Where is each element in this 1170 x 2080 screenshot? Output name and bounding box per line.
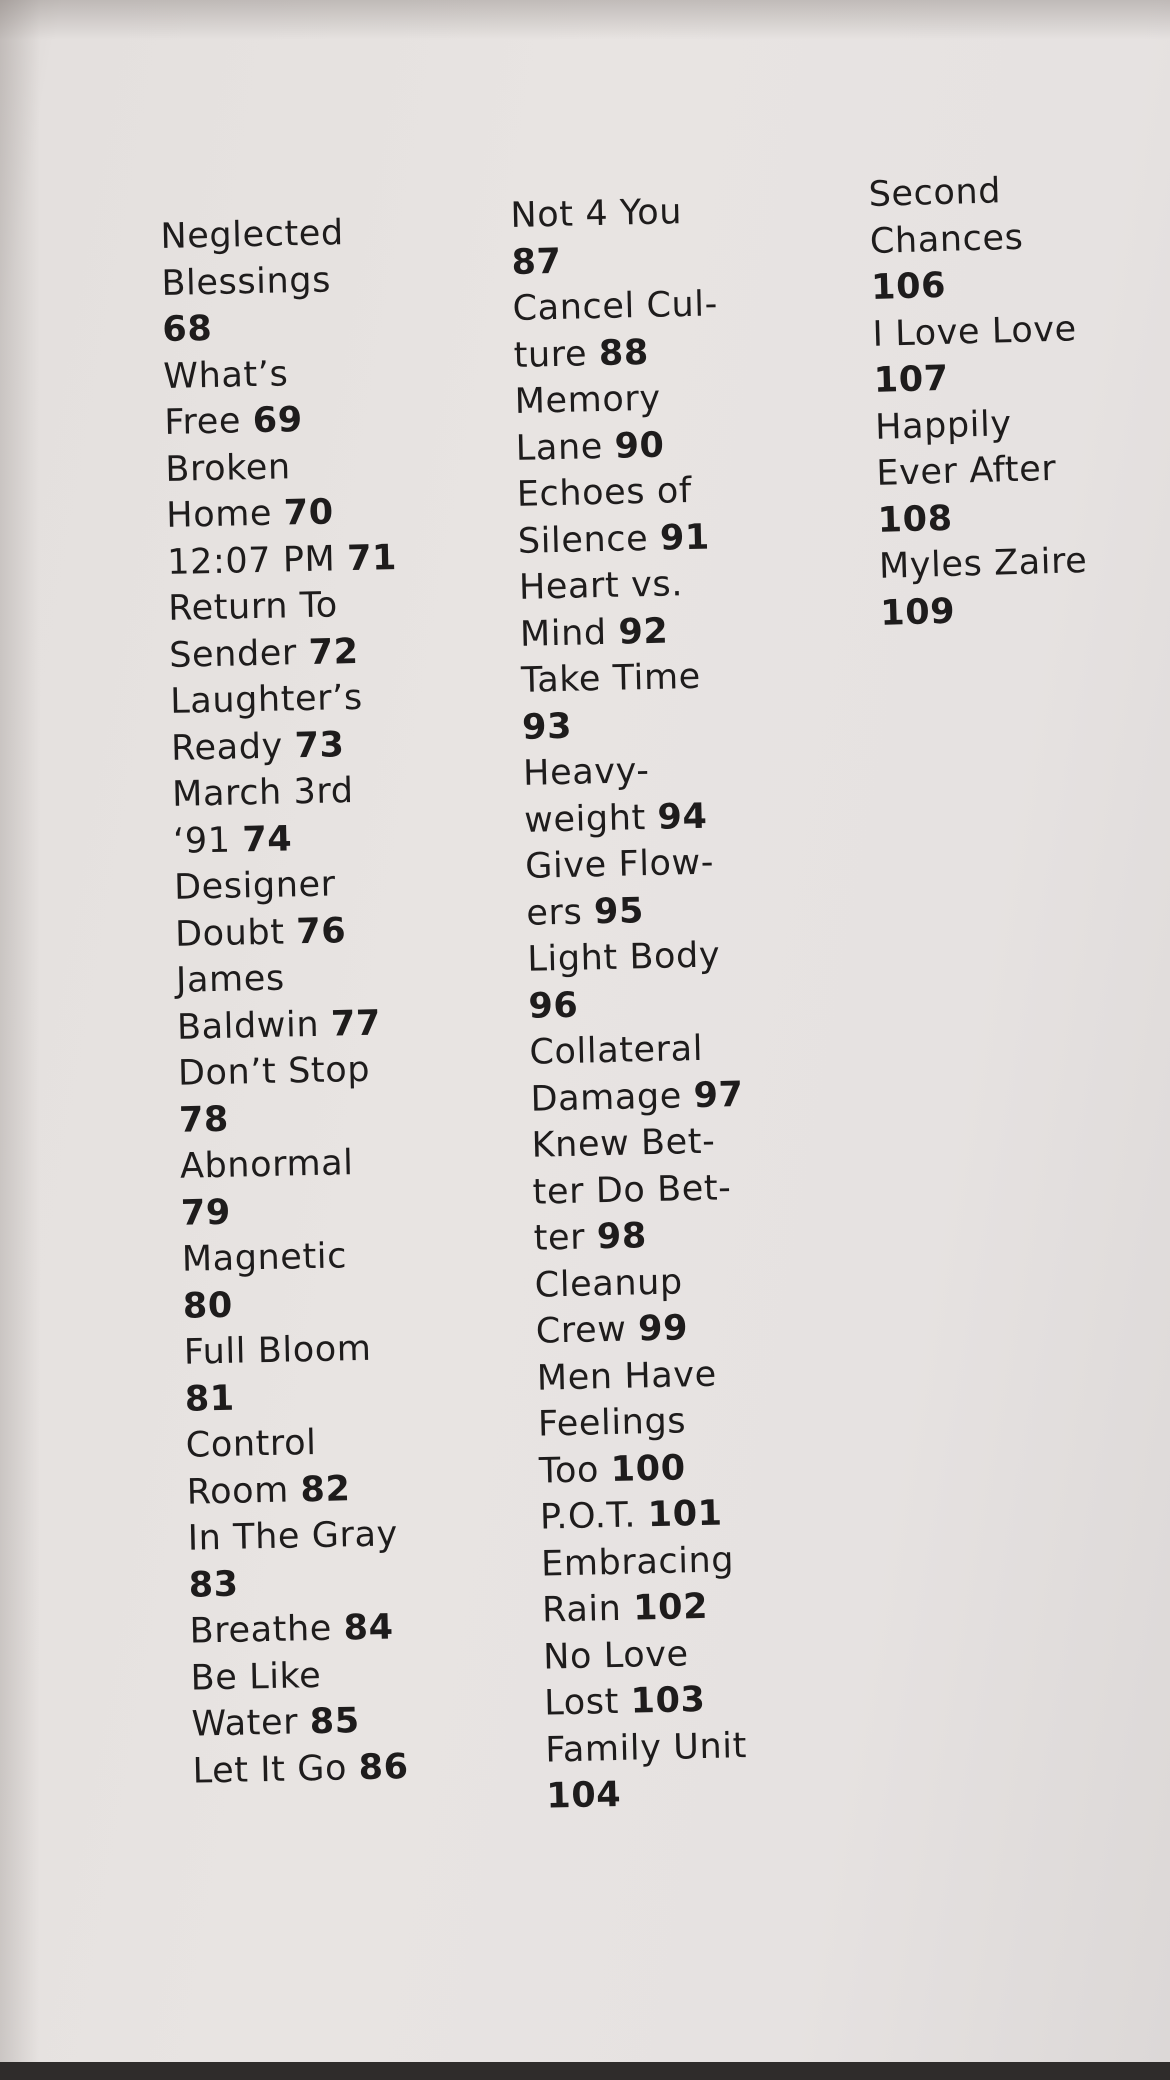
toc-entry-title: Silence: [517, 518, 649, 562]
toc-entry-title: Blessings: [161, 259, 332, 304]
toc-page-number: 96: [528, 985, 579, 1027]
toc-entry: [168, 581, 400, 679]
toc-entry-line: [185, 1418, 416, 1469]
toc-entry-line: [180, 1185, 411, 1236]
toc-entry: [172, 767, 404, 865]
toc-entry-line: [188, 1557, 419, 1608]
toc-entry-title: Men Have: [536, 1354, 718, 1399]
toc-entry-title: Heavy-: [522, 750, 650, 794]
toc-entry-line: [873, 352, 1083, 404]
toc-page-number: 87: [511, 241, 562, 283]
toc-entry: [170, 674, 402, 772]
toc-entry-line: [190, 1650, 421, 1701]
toc-entry-line: [532, 1164, 746, 1215]
toc-entry-line: [876, 445, 1086, 497]
toc-page-number: 69: [252, 400, 304, 442]
toc-page-number: 71: [346, 537, 398, 579]
toc-entry-line: [163, 349, 394, 400]
toc-entry-title: Feelings: [537, 1401, 687, 1445]
page-top-shadow: [0, 0, 1170, 40]
toc-entry: [878, 538, 1089, 637]
toc-entry-line: [546, 1769, 760, 1820]
toc-entry-title: Cancel Cul-: [512, 284, 719, 329]
toc-entry-title: Broken: [164, 446, 292, 490]
toc-entry: [872, 306, 1083, 405]
toc-entry: [874, 399, 1086, 544]
toc-entry-title: ‘91: [172, 820, 232, 862]
toc-entry-line: [523, 746, 737, 797]
toc-entry-line: [524, 793, 738, 844]
toc-entry: [189, 1604, 420, 1655]
toc-entry-line: [871, 259, 1081, 311]
toc-entry-line: [521, 653, 735, 704]
toc-entry-line: [165, 442, 396, 493]
contents-column-2: [510, 188, 760, 1820]
toc-entry-line: [544, 1676, 758, 1727]
toc-page-number: 106: [870, 265, 947, 308]
toc-entry: [534, 1257, 749, 1355]
toc-page-number: 80: [182, 1285, 234, 1327]
toc-page-number: 86: [358, 1746, 410, 1788]
toc-page-number: 78: [178, 1099, 230, 1141]
toc-entry-line: [514, 374, 728, 425]
toc-entry-line: [167, 535, 398, 586]
toc-entry-title: Give Flow-: [524, 842, 715, 887]
contents-column-1: [160, 209, 423, 1794]
toc-entry: [545, 1722, 760, 1820]
toc-entry: [183, 1325, 415, 1423]
toc-entry-title: ers: [525, 892, 583, 934]
toc-entry-line: [191, 1697, 422, 1748]
toc-entry-line: [182, 1278, 413, 1329]
toc-entry-title: Happily: [874, 403, 1013, 448]
toc-entry-title: Neglected: [160, 213, 345, 257]
toc-entry: [531, 1118, 747, 1262]
toc-entry-title: Don’t Stop: [177, 1049, 371, 1094]
toc-entry: [181, 1232, 413, 1330]
toc-page-number: 73: [294, 724, 345, 766]
toc-entry-line: [874, 399, 1084, 451]
toc-entry-title: Light Body: [526, 935, 721, 980]
toc-entry-title: Baldwin: [176, 1004, 320, 1048]
toc-entry-title: Take Time: [520, 656, 702, 701]
toc-entry-title: Control: [185, 1422, 317, 1466]
toc-entry: [174, 860, 406, 958]
toc-entry-title: Return To: [167, 585, 339, 629]
toc-entry-line: [545, 1722, 759, 1773]
toc-entry-line: [171, 721, 402, 772]
toc-page-number: 94: [657, 796, 708, 838]
toc-entry-line: [536, 1350, 750, 1401]
toc-entry-line: [525, 839, 739, 890]
toc-entry: [187, 1511, 419, 1609]
toc-page-number: 68: [162, 308, 213, 350]
toc-entry-title: Embracing: [540, 1539, 735, 1585]
toc-entry-title: weight: [523, 797, 647, 841]
toc-entry-title: Echoes of: [516, 470, 693, 515]
toc-entry-line: [531, 1118, 745, 1169]
toc-entry-title: March 3rd: [171, 771, 355, 815]
toc-entry-line: [516, 467, 730, 518]
toc-entry-line: [170, 674, 401, 725]
toc-entry-title: No Love: [542, 1633, 690, 1678]
toc-entry-line: [179, 1092, 410, 1143]
toc-entry: [514, 374, 729, 472]
toc-entry-line: [522, 700, 736, 751]
toc-page-number: 72: [308, 631, 359, 673]
toc-entry-line: [526, 885, 740, 936]
toc-entry: [543, 1629, 758, 1727]
toc-entry-line: [179, 1139, 410, 1190]
toc-page-number: 74: [241, 818, 293, 860]
toc-page-number: 90: [614, 425, 665, 467]
toc-entry-line: [513, 328, 727, 379]
toc-entry-line: [175, 907, 406, 958]
toc-entry-title: Room: [186, 1470, 290, 1513]
toc-entry-line: [878, 538, 1088, 590]
toc-page-number: 95: [593, 890, 645, 932]
toc-entry: [176, 953, 408, 1051]
toc-page-number: 84: [343, 1607, 394, 1649]
toc-entry-title: Free: [163, 401, 242, 443]
toc-entry: [540, 1490, 754, 1541]
toc-entry-line: [177, 1000, 408, 1051]
toc-page-number: 109: [879, 591, 956, 634]
toc-entry-title: P.O.T.: [539, 1495, 637, 1538]
toc-page-number: 97: [693, 1074, 744, 1116]
toc-entry-title: Ever After: [875, 448, 1057, 494]
toc-entry: [527, 932, 742, 1030]
toc-entry-line: [512, 281, 726, 332]
toc-page-number: 104: [545, 1774, 622, 1817]
toc-entry-line: [162, 302, 393, 353]
toc-entry-title: 12:07 PM: [166, 538, 336, 583]
toc-entry-line: [518, 560, 732, 611]
toc-entry-line: [173, 814, 404, 865]
toc-entry-line: [869, 213, 1079, 265]
toc-entry-title: Family Unit: [544, 1725, 748, 1771]
toc-page-number: 103: [630, 1679, 706, 1722]
toc-entry-line: [535, 1304, 749, 1355]
toc-entry-title: Chances: [869, 217, 1024, 262]
toc-page-number: 77: [330, 1003, 382, 1045]
toc-page-number: 100: [610, 1447, 687, 1490]
toc-entry-line: [517, 514, 731, 565]
toc-entry-title: Be Like: [190, 1655, 322, 1699]
toc-entry-title: In The Gray: [187, 1514, 399, 1559]
toc-entry-title: Too: [538, 1449, 600, 1492]
toc-entry: [163, 349, 395, 447]
toc-entry-title: Cleanup: [534, 1261, 684, 1306]
toc-entry-title: Sender: [168, 632, 298, 676]
toc-entry-title: Full Bloom: [183, 1328, 372, 1373]
toc-entry-title: Magnetic: [181, 1236, 348, 1280]
toc-entry-title: James: [175, 958, 286, 1001]
toc-page-number: 83: [188, 1564, 240, 1606]
toc-entry-line: [534, 1257, 748, 1308]
toc-entry-line: [541, 1536, 755, 1587]
toc-entry-line: [187, 1511, 418, 1562]
toc-entry-title: Knew Bet-: [531, 1121, 716, 1166]
toc-entry-line: [528, 978, 742, 1029]
contents-column-3: [868, 166, 1089, 637]
toc-entry-line: [160, 209, 391, 260]
toc-page-number: 92: [618, 611, 669, 653]
toc-entry-line: [176, 953, 407, 1004]
toc-entry-line: [542, 1583, 756, 1634]
toc-entry-line: [868, 166, 1078, 218]
toc-page-number: 101: [647, 1493, 724, 1536]
toc-entry-title: I Love Love: [871, 308, 1078, 355]
toc-entry-title: Heart vs.: [518, 564, 684, 608]
toc-entry-title: Designer: [173, 864, 337, 908]
toc-entry-line: [189, 1604, 420, 1655]
toc-page-number: 99: [637, 1308, 689, 1350]
toc-entry-line: [515, 421, 729, 472]
page-gutter-shadow: [0, 0, 40, 2062]
toc-page-number: 93: [521, 706, 573, 748]
toc-entry: [868, 166, 1080, 311]
toc-entry: [516, 467, 731, 565]
toc-entry: [190, 1650, 422, 1748]
toc-entry-line: [510, 188, 724, 239]
toc-entry-title: Home: [165, 493, 273, 536]
toc-entry-line: [540, 1490, 754, 1541]
toc-entry-line: [161, 256, 392, 307]
toc-entry-line: [184, 1371, 415, 1422]
toc-entry: [179, 1139, 411, 1237]
toc-page-number: 91: [659, 517, 711, 559]
toc-entry-title: Damage: [530, 1075, 683, 1120]
toc-page-number: 108: [877, 498, 954, 541]
toc-entry-title: Collateral: [529, 1028, 704, 1073]
toc-entry-line: [166, 488, 397, 539]
toc-entry-line: [530, 1071, 744, 1122]
toc-entry-title: Lost: [543, 1681, 620, 1724]
toc-entry-title: Myles Zaire: [878, 541, 1088, 587]
toc-page-number: 98: [596, 1216, 648, 1258]
toc-entry-line: [192, 1743, 423, 1794]
toc-entry-title: Rain: [541, 1588, 622, 1631]
toc-entry-title: What’s: [162, 353, 289, 397]
toc-entry: [536, 1350, 752, 1494]
toc-entry-line: [533, 1211, 747, 1262]
toc-entry-line: [168, 581, 399, 632]
toc-entry-line: [511, 235, 725, 286]
toc-entry: [192, 1743, 423, 1794]
toc-entry-title: Mind: [519, 612, 608, 655]
toc-entry-title: ter Do Bet-: [532, 1167, 732, 1213]
toc-entry-title: Memory: [514, 378, 662, 422]
toc-entry-title: Crew: [535, 1309, 627, 1352]
toc-entry-line: [164, 395, 395, 446]
toc-entry-title: ter: [533, 1217, 586, 1259]
toc-entry: [541, 1536, 756, 1634]
toc-entry-title: Water: [191, 1702, 299, 1745]
toc-entry: [185, 1418, 417, 1516]
toc-entry-title: Laughter’s: [169, 677, 364, 722]
toc-entry-line: [538, 1443, 752, 1494]
toc-entry: [518, 560, 733, 658]
toc-page-number: 88: [598, 332, 650, 374]
toc-entry: [178, 1046, 410, 1144]
toc-entry-title: Ready: [170, 726, 284, 769]
toc-entry: [512, 281, 727, 379]
toc-entry: [529, 1025, 744, 1123]
toc-entry-line: [186, 1464, 417, 1515]
toc-entry-line: [174, 860, 405, 911]
toc-page-number: 82: [300, 1468, 351, 1510]
toc-page-number: 79: [180, 1192, 232, 1234]
toc-entry-line: [529, 1025, 743, 1076]
toc-entry: [167, 535, 398, 586]
toc-entry-line: [178, 1046, 409, 1097]
toc-page-number: 70: [283, 492, 335, 534]
toc-entry-title: Abnormal: [179, 1143, 354, 1187]
toc-entry-line: [519, 607, 733, 658]
toc-page-number: 81: [184, 1378, 236, 1420]
toc-entry: [165, 442, 397, 540]
toc-entry: [510, 188, 725, 286]
toc-entry-line: [543, 1629, 757, 1680]
toc-entry-title: Doubt: [174, 912, 285, 955]
toc-entry-line: [537, 1397, 751, 1448]
toc-entry: [160, 209, 393, 353]
toc-entry: [523, 746, 738, 844]
toc-entry-line: [169, 628, 400, 679]
toc-entry: [525, 839, 740, 937]
toc-page-number: 85: [309, 1701, 361, 1743]
toc-entry: [521, 653, 736, 751]
toc-entry-line: [872, 306, 1082, 358]
toc-page-number: 107: [873, 358, 950, 401]
toc-entry-title: Second: [868, 171, 1002, 215]
toc-entry-title: Let It Go: [192, 1747, 348, 1792]
toc-entry-line: [172, 767, 403, 818]
toc-entry-line: [527, 932, 741, 983]
toc-entry-line: [183, 1325, 414, 1376]
toc-page-number: 102: [632, 1586, 709, 1629]
toc-entry-line: [880, 585, 1090, 637]
toc-page-number: 76: [295, 910, 347, 952]
toc-entry-line: [181, 1232, 412, 1283]
toc-entry-title: Not 4 You: [510, 192, 683, 236]
toc-entry-title: Breathe: [189, 1608, 333, 1652]
toc-entry-line: [877, 492, 1087, 544]
toc-entry-title: Lane: [515, 426, 604, 469]
toc-entry-title: ture: [513, 333, 588, 376]
